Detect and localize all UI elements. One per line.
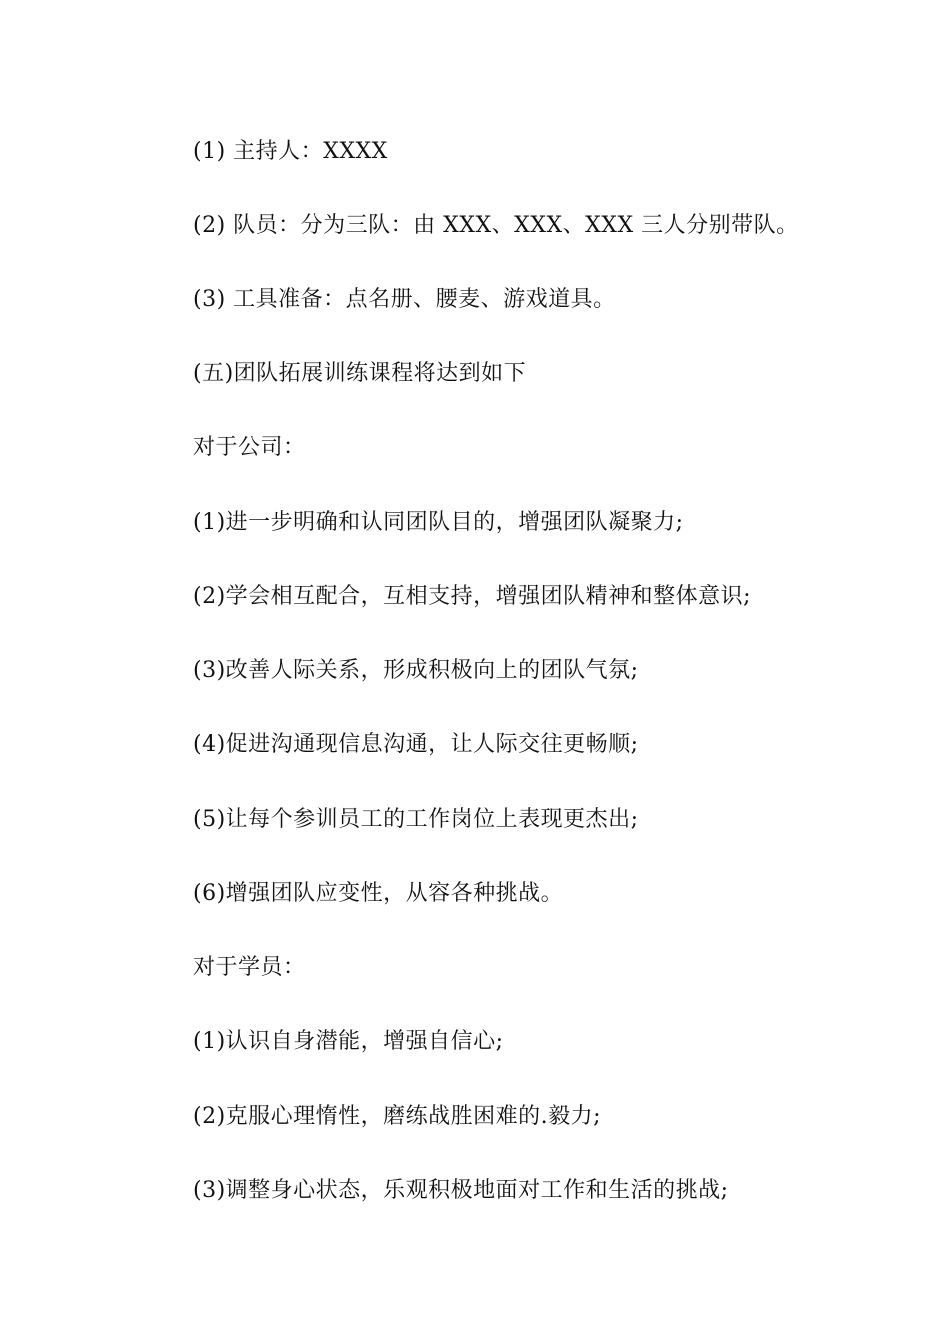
company-item-6: (6)增强团队应变性，从容各种挑战。 xyxy=(193,881,564,906)
team-members-line: (2) 队员：分为三队：由 XXX、XXX、XXX 三人分别带队。 xyxy=(193,213,799,238)
company-subheading: 对于公司： xyxy=(193,435,306,460)
trainee-item-1: (1)认识自身潜能，增强自信心; xyxy=(193,1029,504,1054)
tools-line: (3) 工具准备：点名册、腰麦、游戏道具。 xyxy=(193,287,616,312)
company-item-3: (3)改善人际关系，形成积极向上的团队气氛; xyxy=(193,658,639,683)
company-item-5: (5)让每个参训员工的工作岗位上表现更杰出; xyxy=(193,807,639,832)
trainee-item-2: (2)克服心理惰性，磨练战胜困难的.毅力; xyxy=(193,1104,602,1129)
company-item-2: (2)学会相互配合，互相支持，增强团队精神和整体意识; xyxy=(193,584,752,609)
company-item-4: (4)促进沟通现信息沟通，让人际交往更畅顺; xyxy=(193,732,639,757)
company-item-1: (1)进一步明确和认同团队目的，增强团队凝聚力; xyxy=(193,510,684,535)
section-heading: (五)团队拓展训练课程将达到如下 xyxy=(193,361,527,386)
trainee-subheading: 对于学员： xyxy=(193,955,306,980)
host-line: (1) 主持人：XXXX xyxy=(193,139,388,164)
trainee-item-3: (3)调整身心状态，乐观积极地面对工作和生活的挑战; xyxy=(193,1178,729,1203)
